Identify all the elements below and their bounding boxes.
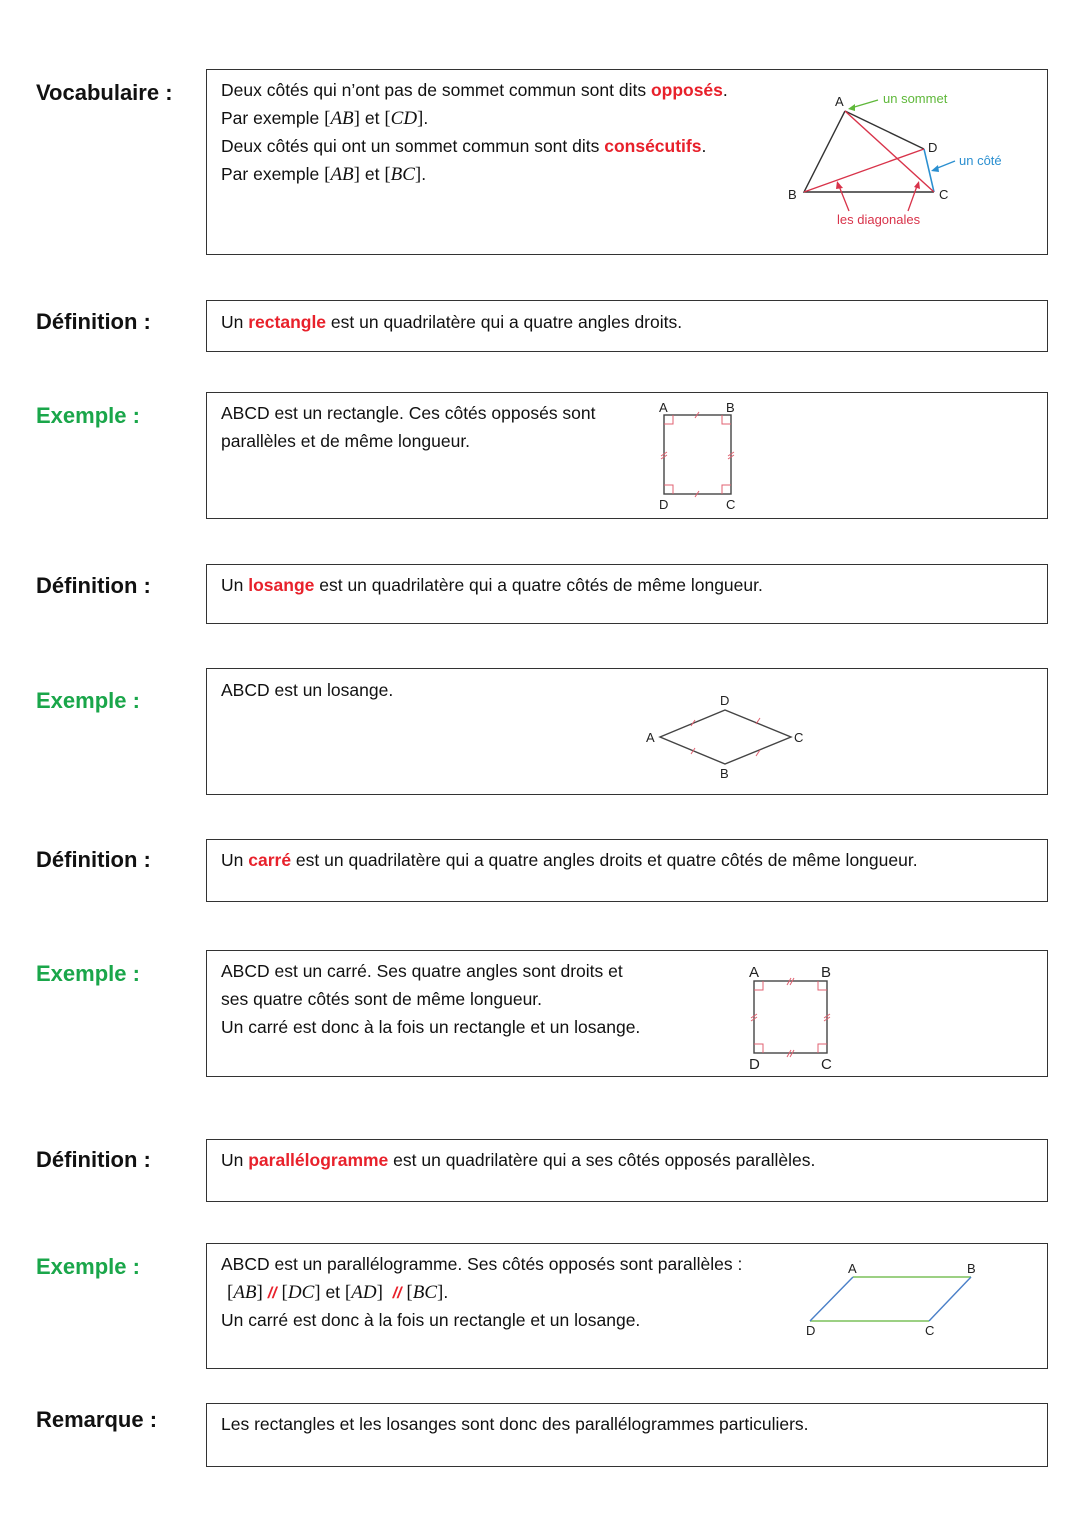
svg-text:B: B: [967, 1261, 976, 1276]
definition-label: Définition :: [36, 573, 151, 598]
definition-label: Définition :: [36, 1147, 151, 1172]
text: et: [320, 1282, 345, 1302]
vocabulaire-box: [206, 69, 1048, 255]
example-parallelogramme-box: [206, 1243, 1048, 1369]
svg-text:A: A: [835, 94, 844, 109]
example-text-line: Un carré est donc à la fois un rectangle et un losange.: [221, 1017, 641, 1037]
svg-text:C: C: [925, 1323, 935, 1338]
svg-text:C: C: [794, 730, 804, 745]
svg-text:B: B: [720, 766, 729, 781]
text: .: [443, 1282, 449, 1302]
losange-diagram: [207, 669, 1049, 796]
svg-text:D: D: [720, 693, 730, 708]
definition-rectangle-box: [206, 300, 1048, 352]
vocabulaire-label: Vocabulaire :: [36, 80, 173, 105]
keyword-consecutifs: consécutifs: [604, 136, 702, 156]
remarque-box: [206, 1403, 1048, 1467]
example-text-line: ses quatre côtés sont de même longueur.: [221, 989, 543, 1009]
text: est un quadrilatère qui a quatre côtés de même longueur.: [314, 575, 763, 595]
text: .: [722, 80, 728, 100]
keyword-parallelogramme: parallélogramme: [248, 1150, 389, 1170]
svg-text:A: A: [646, 730, 655, 745]
svg-text:C: C: [726, 497, 736, 512]
text: Un: [221, 850, 249, 870]
svg-text:les diagonales: les diagonales: [837, 212, 921, 227]
vocab-line-2: Par exemple [AB] et [CD].: [221, 108, 429, 129]
text: est un quadrilatère qui a quatre angles droits et quatre côtés de même longueur.: [291, 850, 918, 870]
keyword-losange: losange: [248, 575, 315, 595]
example-label: Exemple :: [36, 403, 140, 428]
keyword-opposes: opposés: [650, 80, 723, 100]
segment-dc: DC: [287, 1282, 315, 1303]
rectangle-diagram: [207, 393, 1049, 520]
example-label: Exemple :: [36, 961, 140, 986]
example-carre-box: [206, 950, 1048, 1077]
segment-ab: AB: [330, 164, 354, 185]
parallel-symbol: //: [267, 1285, 277, 1302]
text: Par exemple: [221, 108, 325, 128]
text: Par exemple: [221, 164, 325, 184]
svg-text:un côté: un côté: [959, 153, 1002, 168]
example-text-line: ABCD est un parallélogramme. Ses côtés opposés sont parallèles :: [221, 1254, 743, 1274]
segment-ab: AB: [330, 108, 354, 129]
text: et: [359, 108, 385, 128]
parallel-relations-line: [AB] // [DC] et [AD] // [BC].: [227, 1282, 449, 1303]
svg-text:B: B: [726, 400, 735, 415]
text: est un quadrilatère qui a quatre angles droits.: [326, 312, 683, 332]
text: Deux côtés qui ont un sommet commun sont dits: [221, 136, 605, 156]
text: Deux côtés qui n’ont pas de sommet commun sont dits: [221, 80, 651, 100]
definition-label: Définition :: [36, 309, 151, 334]
svg-text:D: D: [749, 1056, 760, 1073]
remarque-label: Remarque :: [36, 1407, 158, 1432]
example-rectangle-box: [206, 392, 1048, 519]
segment-ab: AB: [233, 1282, 257, 1303]
text: .: [701, 136, 707, 156]
parallelogramme-diagram: [207, 1244, 1049, 1370]
segment-bc: BC: [390, 164, 415, 185]
example-text-line: Un carré est donc à la fois un rectangle et un losange.: [221, 1310, 641, 1330]
svg-text:C: C: [821, 1056, 832, 1073]
segment-ad: AD: [351, 1282, 377, 1303]
definition-parallelogramme-box: [206, 1139, 1048, 1202]
svg-text:A: A: [659, 400, 668, 415]
definition-carre-box: [206, 839, 1048, 902]
parallel-symbol: //: [392, 1285, 402, 1302]
text: .: [421, 164, 427, 184]
keyword-rectangle: rectangle: [248, 312, 327, 332]
definition-text: [221, 1146, 815, 1174]
svg-text:C: C: [939, 187, 949, 202]
definition-text: [221, 846, 918, 874]
svg-text:A: A: [848, 1261, 857, 1276]
segment-cd: CD: [390, 108, 418, 129]
example-label: Exemple :: [36, 688, 140, 713]
svg-text:A: A: [749, 964, 760, 981]
text: Un: [221, 312, 249, 332]
text: Un: [221, 1150, 249, 1170]
example-text-line: parallèles et de même longueur.: [221, 431, 471, 451]
example-losange-box: [206, 668, 1048, 795]
vocab-line-4: Par exemple [AB] et [BC].: [221, 164, 427, 185]
text: Un: [221, 575, 249, 595]
text: et: [359, 164, 385, 184]
example-text-line: ABCD est un carré. Ses quatre angles sont droits et: [221, 961, 623, 981]
svg-text:un sommet: un sommet: [883, 91, 948, 106]
text: .: [423, 108, 429, 128]
svg-text:D: D: [928, 140, 938, 155]
svg-text:B: B: [821, 964, 832, 981]
svg-text:D: D: [806, 1323, 816, 1338]
example-text-line: ABCD est un rectangle. Ces côtés opposés sont: [221, 403, 596, 423]
segment-bc: BC: [412, 1282, 437, 1303]
definition-text: [221, 571, 763, 599]
example-text-line: ABCD est un losange.: [221, 680, 394, 700]
definition-losange-box: [206, 564, 1048, 624]
remarque-text: Les rectangles et les losanges sont donc des parallélogrammes particuliers.: [221, 1414, 809, 1434]
keyword-carre: carré: [248, 850, 292, 870]
quadrilateral-vocabulary-diagram: [207, 70, 1049, 256]
svg-text:D: D: [659, 497, 669, 512]
definition-text: [221, 308, 682, 336]
carre-diagram: [207, 951, 1049, 1078]
example-label: Exemple :: [36, 1254, 140, 1279]
svg-text:B: B: [788, 187, 797, 202]
text: est un quadrilatère qui a ses côtés opposés parallèles.: [388, 1150, 816, 1170]
definition-label: Définition :: [36, 847, 151, 872]
